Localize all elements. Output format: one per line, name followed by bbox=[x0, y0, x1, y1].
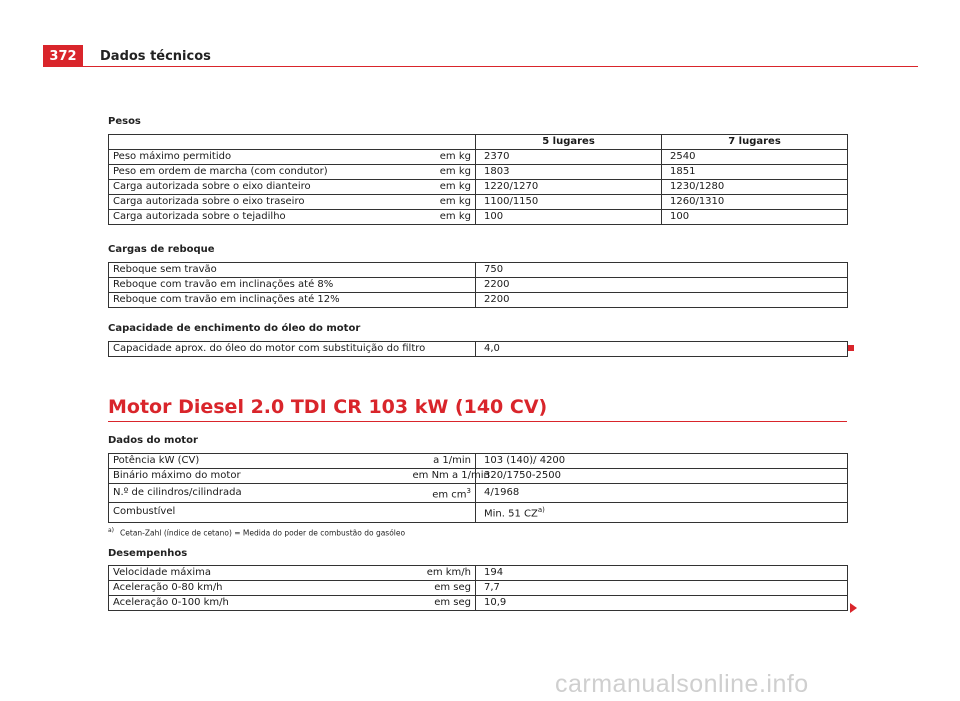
row-unit: em kg bbox=[409, 180, 476, 195]
row-value-7: 2540 bbox=[662, 150, 848, 165]
row-label: Velocidade máxima bbox=[109, 566, 409, 581]
header-rule bbox=[43, 66, 918, 67]
row-label: Reboque com travão em inclinações até 12% bbox=[109, 293, 476, 308]
table-row bbox=[109, 278, 848, 293]
oleo-table bbox=[108, 341, 848, 357]
motor-section-title: Motor Diesel 2.0 TDI CR 103 kW (140 CV) bbox=[108, 396, 548, 418]
row-unit: em seg bbox=[409, 581, 476, 596]
row-label: Aceleração 0-80 km/h bbox=[109, 581, 409, 596]
row-unit: em kg bbox=[409, 150, 476, 165]
footnote bbox=[108, 527, 405, 538]
row-label: Carga autorizada sobre o eixo traseiro bbox=[109, 195, 409, 210]
row-value-5: 1220/1270 bbox=[476, 180, 662, 195]
oleo-label: Capacidade de enchimento do óleo do motor bbox=[108, 323, 361, 334]
row-label: N.º de cilindros/cilindrada bbox=[109, 484, 409, 503]
header-5-lugares: 5 lugares bbox=[476, 135, 662, 150]
row-value-7: 1260/1310 bbox=[662, 195, 848, 210]
header-empty-cell bbox=[109, 135, 476, 150]
table-row bbox=[109, 210, 848, 225]
pesos-table bbox=[108, 134, 848, 225]
table-header-row bbox=[109, 135, 848, 150]
row-unit: em km/h bbox=[409, 566, 476, 581]
footnote-text: Cetan-Zahl (índice de cetano) = Medida do poder de combustão do gasóleo bbox=[120, 528, 406, 538]
reboque-table bbox=[108, 262, 848, 308]
desempenhos-table bbox=[108, 565, 848, 611]
continue-arrow-icon bbox=[850, 603, 857, 613]
table-row bbox=[109, 195, 848, 210]
row-label: Capacidade aprox. do óleo do motor com substituição do filtro bbox=[109, 342, 476, 357]
row-value: 194 bbox=[476, 566, 848, 581]
table-row bbox=[109, 581, 848, 596]
table-row bbox=[109, 293, 848, 308]
page-header-title: Dados técnicos bbox=[100, 49, 211, 64]
unit-superscript: 3 bbox=[466, 487, 471, 495]
row-value: 320/1750-2500 bbox=[476, 469, 848, 484]
motor-table bbox=[108, 453, 848, 523]
row-value-7: 1230/1280 bbox=[662, 180, 848, 195]
row-unit-cell bbox=[409, 484, 476, 503]
table-row bbox=[109, 469, 848, 484]
row-value: 2200 bbox=[476, 293, 848, 308]
section-end-marker bbox=[848, 345, 854, 351]
row-value: 2200 bbox=[476, 278, 848, 293]
row-label: Peso máximo permitido bbox=[109, 150, 409, 165]
table-row bbox=[109, 150, 848, 165]
row-label: Reboque sem travão bbox=[109, 263, 476, 278]
footnote-marker: a) bbox=[108, 527, 115, 534]
row-label: Reboque com travão em inclinações até 8% bbox=[109, 278, 476, 293]
row-value-5: 100 bbox=[476, 210, 662, 225]
row-value: 4,0 bbox=[476, 342, 848, 357]
table-row bbox=[109, 484, 848, 503]
row-value-5: 1803 bbox=[476, 165, 662, 180]
row-value: Min. 51 CZ bbox=[484, 508, 538, 520]
row-label: Aceleração 0-100 km/h bbox=[109, 596, 409, 611]
row-value-5: 1100/1150 bbox=[476, 195, 662, 210]
row-value-7: 1851 bbox=[662, 165, 848, 180]
row-label: Carga autorizada sobre o eixo dianteiro bbox=[109, 180, 409, 195]
row-label: Combustível bbox=[109, 503, 409, 522]
watermark: carmanualsonline.info bbox=[555, 670, 809, 698]
row-value-7: 100 bbox=[662, 210, 848, 225]
row-unit: em seg bbox=[409, 596, 476, 611]
title-rule bbox=[108, 421, 847, 422]
row-unit: em cm bbox=[432, 489, 467, 501]
reboque-label: Cargas de reboque bbox=[108, 244, 215, 255]
row-value: 7,7 bbox=[476, 581, 848, 596]
row-unit: em kg bbox=[409, 210, 476, 225]
table-row bbox=[109, 454, 848, 469]
row-unit bbox=[409, 503, 476, 522]
row-unit: em Nm a 1/min bbox=[409, 469, 476, 484]
table-row bbox=[109, 566, 848, 581]
table-row bbox=[109, 180, 848, 195]
row-value: 4/1968 bbox=[476, 484, 848, 503]
pesos-label: Pesos bbox=[108, 116, 141, 127]
table-row bbox=[109, 503, 848, 522]
row-value: 10,9 bbox=[476, 596, 848, 611]
row-unit: a 1/min bbox=[409, 454, 476, 469]
row-value: 750 bbox=[476, 263, 848, 278]
row-label: Potência kW (CV) bbox=[109, 454, 409, 469]
table-row bbox=[109, 596, 848, 611]
row-label: Carga autorizada sobre o tejadilho bbox=[109, 210, 409, 225]
desempenhos-label: Desempenhos bbox=[108, 548, 188, 559]
footnote-ref: a) bbox=[537, 506, 545, 515]
row-value-5: 2370 bbox=[476, 150, 662, 165]
row-unit: em kg bbox=[409, 165, 476, 180]
table-row bbox=[109, 165, 848, 180]
row-unit: em kg bbox=[409, 195, 476, 210]
page-number: 372 bbox=[43, 45, 83, 67]
row-value: 103 (140)/ 4200 bbox=[476, 454, 848, 469]
table-row bbox=[109, 263, 848, 278]
motor-label: Dados do motor bbox=[108, 435, 198, 446]
row-label: Binário máximo do motor bbox=[109, 469, 409, 484]
row-value-cell bbox=[476, 503, 848, 522]
row-label: Peso em ordem de marcha (com condutor) bbox=[109, 165, 409, 180]
table-row bbox=[109, 342, 848, 357]
header-7-lugares: 7 lugares bbox=[662, 135, 848, 150]
